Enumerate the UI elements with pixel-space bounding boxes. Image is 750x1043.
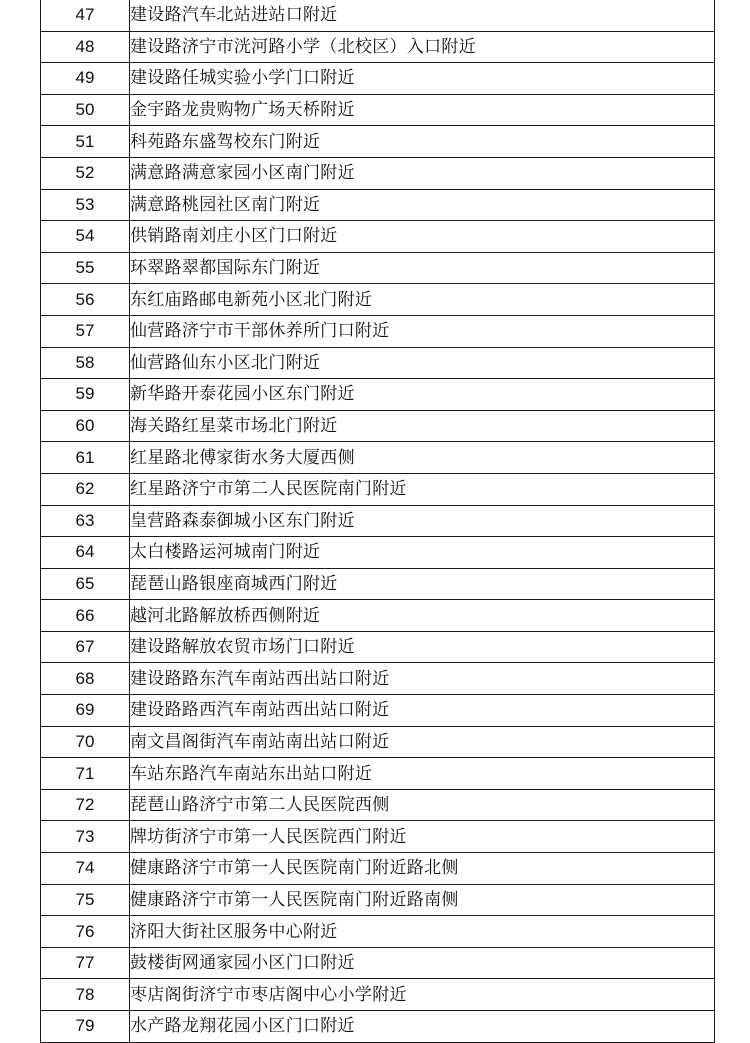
- row-location: 牌坊街济宁市第一人民医院西门附近: [130, 821, 715, 853]
- table-row: [41, 221, 715, 253]
- row-number: 73: [41, 821, 130, 853]
- table-row: [41, 63, 715, 95]
- table-row: [41, 0, 715, 31]
- row-location: 车站东路汽车南站东出站口附近: [130, 758, 715, 790]
- table-row: [41, 126, 715, 158]
- table-row: [41, 189, 715, 221]
- row-number: 60: [41, 410, 130, 442]
- row-location: 仙营路仙东小区北门附近: [130, 347, 715, 379]
- row-number: 47: [41, 0, 130, 31]
- table-row: [41, 505, 715, 537]
- row-location: 海关路红星菜市场北门附近: [130, 410, 715, 442]
- table-row: [41, 568, 715, 600]
- table-row: [41, 410, 715, 442]
- table-row: [41, 947, 715, 979]
- table-row: [41, 884, 715, 916]
- row-number: 72: [41, 789, 130, 821]
- location-table: [40, 0, 715, 1043]
- row-location: 太白楼路运河城南门附近: [130, 537, 715, 569]
- table-row: [41, 663, 715, 695]
- table-row: [41, 789, 715, 821]
- row-number: 74: [41, 853, 130, 885]
- table-row: [41, 758, 715, 790]
- row-location: 建设路路西汽车南站西出站口附近: [130, 695, 715, 727]
- row-number: 52: [41, 157, 130, 189]
- row-number: 79: [41, 1011, 130, 1043]
- row-location: 环翠路翠都国际东门附近: [130, 252, 715, 284]
- row-location: 水产路龙翔花园小区门口附近: [130, 1011, 715, 1043]
- row-number: 78: [41, 979, 130, 1011]
- row-location: 健康路济宁市第一人民医院南门附近路北侧: [130, 853, 715, 885]
- row-number: 55: [41, 252, 130, 284]
- row-number: 66: [41, 600, 130, 632]
- row-location: 越河北路解放桥西侧附近: [130, 600, 715, 632]
- row-location: 红星路济宁市第二人民医院南门附近: [130, 473, 715, 505]
- table-row: [41, 379, 715, 411]
- row-number: 71: [41, 758, 130, 790]
- row-number: 57: [41, 315, 130, 347]
- row-location: 新华路开泰花园小区东门附近: [130, 379, 715, 411]
- row-location: 琵琶山路济宁市第二人民医院西侧: [130, 789, 715, 821]
- table-row: [41, 821, 715, 853]
- row-location: 仙营路济宁市干部休养所门口附近: [130, 315, 715, 347]
- row-location: 满意路满意家园小区南门附近: [130, 157, 715, 189]
- row-number: 64: [41, 537, 130, 569]
- row-location: 济阳大街社区服务中心附近: [130, 916, 715, 948]
- row-location: 东红庙路邮电新苑小区北门附近: [130, 284, 715, 316]
- row-location: 红星路北傅家街水务大厦西侧: [130, 442, 715, 474]
- table-row: [41, 31, 715, 63]
- table-body: [41, 0, 715, 1042]
- table-row: [41, 916, 715, 948]
- row-number: 67: [41, 631, 130, 663]
- table-row: [41, 600, 715, 632]
- row-location: 供销路南刘庄小区门口附近: [130, 221, 715, 253]
- table-row: [41, 695, 715, 727]
- table-row: [41, 315, 715, 347]
- row-location: 南文昌阁街汽车南站南出站口附近: [130, 726, 715, 758]
- row-number: 58: [41, 347, 130, 379]
- table-row: [41, 94, 715, 126]
- row-number: 70: [41, 726, 130, 758]
- row-location: 建设路解放农贸市场门口附近: [130, 631, 715, 663]
- table-row: [41, 347, 715, 379]
- row-location: 科苑路东盛驾校东门附近: [130, 126, 715, 158]
- table-row: [41, 473, 715, 505]
- row-number: 65: [41, 568, 130, 600]
- table-row: [41, 157, 715, 189]
- row-number: 77: [41, 947, 130, 979]
- row-location: 建设路济宁市洸河路小学（北校区）入口附近: [130, 31, 715, 63]
- row-number: 63: [41, 505, 130, 537]
- row-number: 61: [41, 442, 130, 474]
- row-location: 满意路桃园社区南门附近: [130, 189, 715, 221]
- row-number: 48: [41, 31, 130, 63]
- row-number: 53: [41, 189, 130, 221]
- row-location: 建设路汽车北站进站口附近: [130, 0, 715, 31]
- row-number: 56: [41, 284, 130, 316]
- row-number: 54: [41, 221, 130, 253]
- row-number: 68: [41, 663, 130, 695]
- row-location: 建设路任城实验小学门口附近: [130, 63, 715, 95]
- table-row: [41, 442, 715, 474]
- row-location: 金宇路龙贵购物广场天桥附近: [130, 94, 715, 126]
- table-row: [41, 1011, 715, 1043]
- table-row: [41, 853, 715, 885]
- row-number: 49: [41, 63, 130, 95]
- row-location: 健康路济宁市第一人民医院南门附近路南侧: [130, 884, 715, 916]
- table-row: [41, 726, 715, 758]
- row-number: 50: [41, 94, 130, 126]
- row-number: 76: [41, 916, 130, 948]
- table-row: [41, 284, 715, 316]
- row-location: 鼓楼街网通家园小区门口附近: [130, 947, 715, 979]
- table-row: [41, 252, 715, 284]
- table-row: [41, 979, 715, 1011]
- row-location: 建设路路东汽车南站西出站口附近: [130, 663, 715, 695]
- row-location: 皇营路森泰御城小区东门附近: [130, 505, 715, 537]
- row-location: 琵琶山路银座商城西门附近: [130, 568, 715, 600]
- row-number: 51: [41, 126, 130, 158]
- table-row: [41, 631, 715, 663]
- row-number: 75: [41, 884, 130, 916]
- row-number: 59: [41, 379, 130, 411]
- row-number: 69: [41, 695, 130, 727]
- row-number: 62: [41, 473, 130, 505]
- table-row: [41, 537, 715, 569]
- row-location: 枣店阁街济宁市枣店阁中心小学附近: [130, 979, 715, 1011]
